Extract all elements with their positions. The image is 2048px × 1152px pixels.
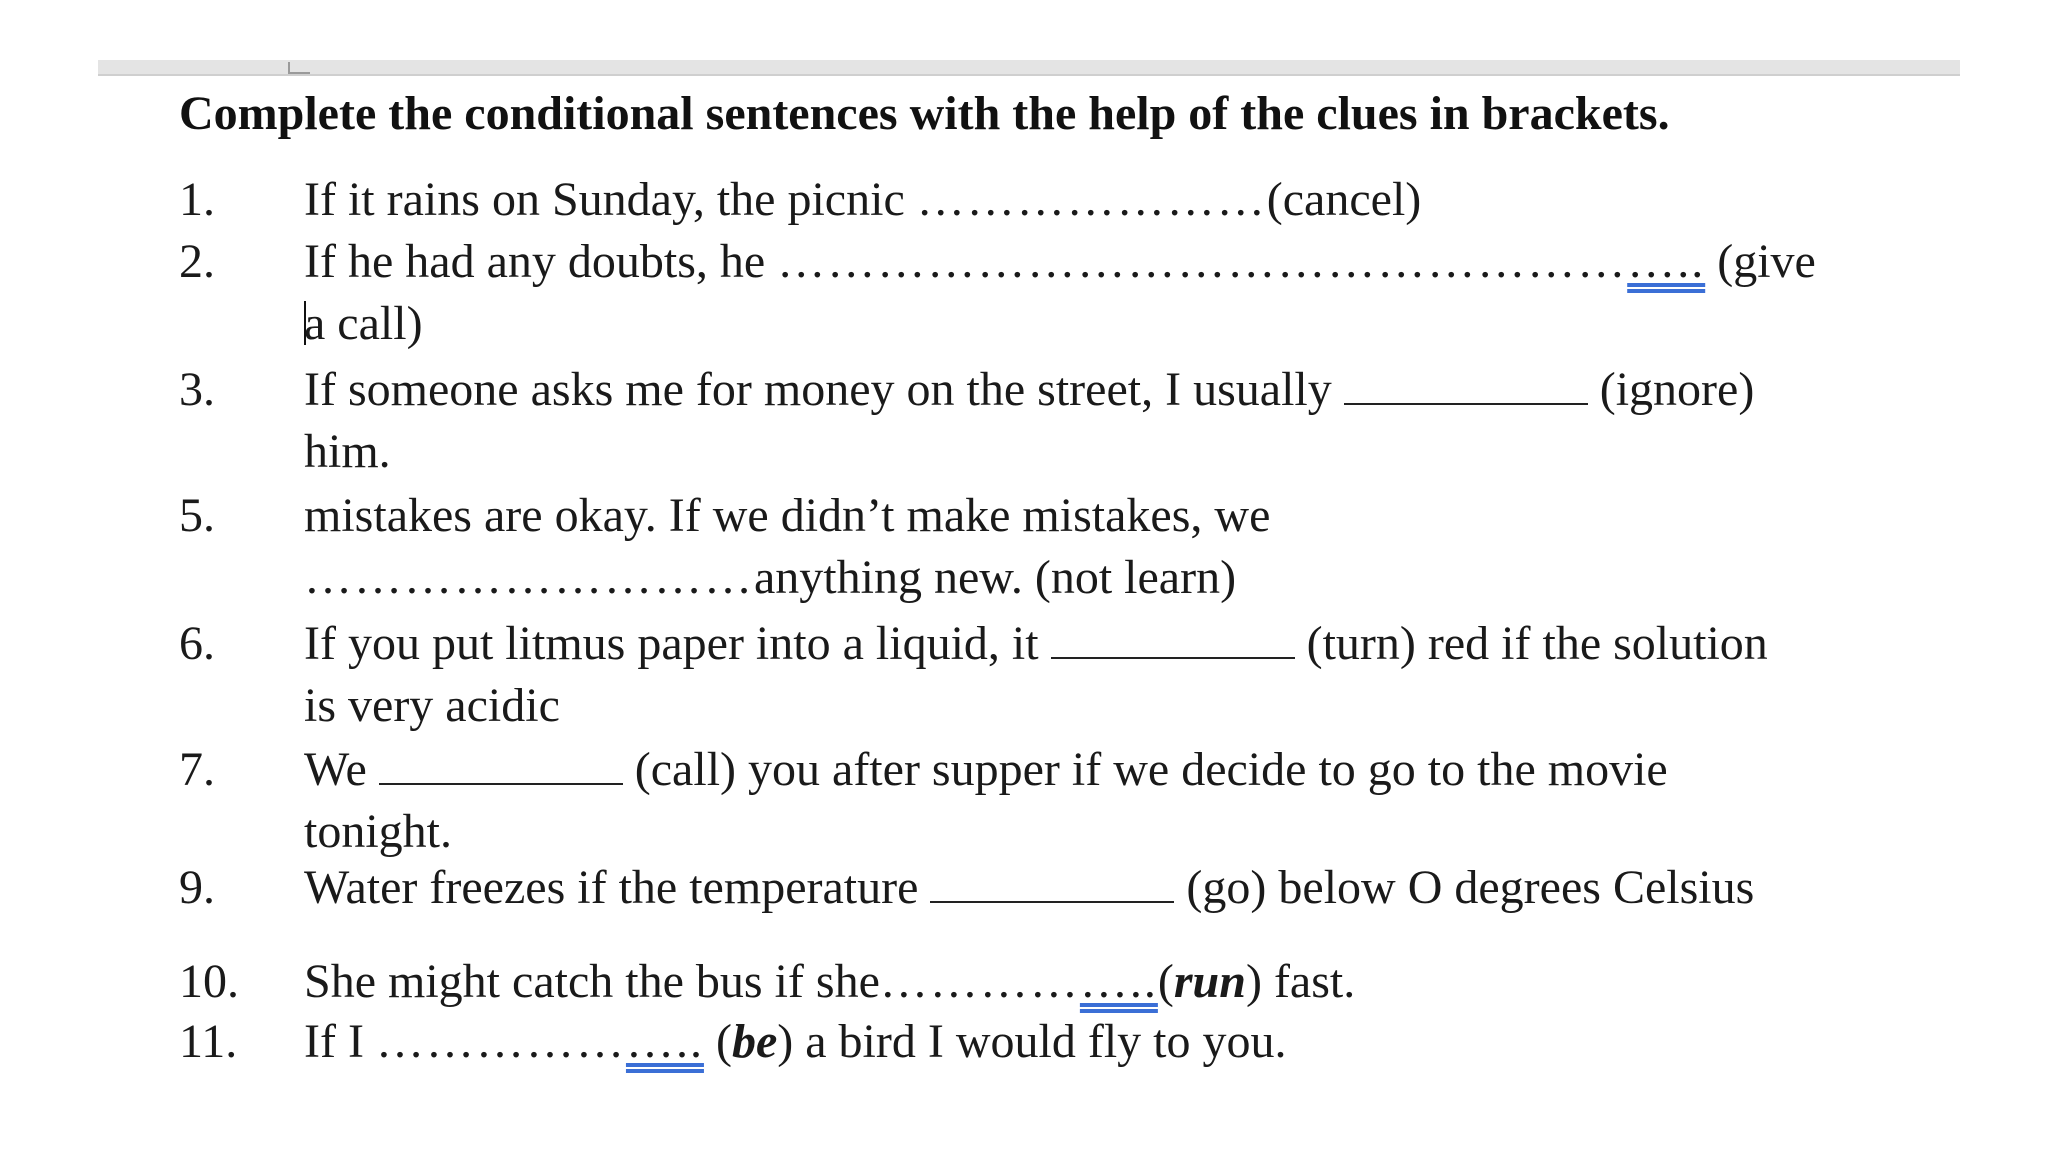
item-line-2 (304, 296, 423, 351)
item-line (304, 954, 1355, 1009)
item-number: 9. (179, 861, 215, 914)
item-number: 2. (179, 235, 215, 288)
exercise-heading: Complete the conditional sentences with the help of the clues in brackets. (179, 87, 1670, 140)
item-text-after: (call) you after supper if we decide to go to the movie (622, 743, 1668, 796)
grammar-flagged-dots[interactable]: ….. (625, 1015, 704, 1068)
item-line (304, 1014, 1287, 1069)
item-number: 5. (179, 489, 215, 542)
item-line-2: is very acidic (304, 679, 560, 732)
item-line (304, 362, 1754, 417)
item-line (304, 860, 1754, 915)
clue-verb: be (731, 1015, 778, 1068)
item-line-2 (304, 550, 1236, 605)
item-text-after: (turn) red if the solution (1294, 617, 1768, 670)
clue-open: ( (703, 1015, 732, 1068)
item-clue-continued: a call) (304, 297, 423, 350)
document-ruler (98, 60, 1960, 76)
item-text: If someone asks me for money on the street, I usually (304, 363, 1344, 416)
item-text: We (304, 743, 379, 796)
item-text: Water freezes if the temperature (304, 861, 931, 914)
item-number: 3. (179, 363, 215, 416)
clue-open: ( (1157, 955, 1174, 1008)
item-line (304, 234, 1816, 289)
item-text: She might catch the bus if she (304, 955, 880, 1008)
item-text: If you put litmus paper into a liquid, it (304, 617, 1051, 670)
clue-verb: run (1173, 955, 1246, 1008)
answer-blank[interactable]: …………… (375, 1015, 626, 1068)
answer-blank[interactable] (930, 863, 1174, 903)
clue-close: ) a bird I would fly to you. (777, 1015, 1287, 1068)
item-clue: (ignore) (1587, 363, 1755, 416)
grammar-flagged-dots[interactable]: ….. (1627, 235, 1706, 288)
item-line (304, 616, 1768, 671)
item-text: If he had any doubts, he (304, 235, 778, 288)
item-text: anything new. (not learn) (754, 551, 1237, 604)
answer-blank[interactable] (1344, 365, 1588, 405)
item-number: 6. (179, 617, 215, 670)
item-clue: (cancel) (1266, 173, 1422, 226)
item-number: 1. (179, 173, 215, 226)
item-text: If it rains on Sunday, the picnic (304, 173, 917, 226)
item-text: If I (304, 1015, 376, 1068)
item-number: 11. (179, 1015, 238, 1068)
answer-blank[interactable]: ………… (879, 955, 1080, 1008)
item-line (304, 742, 1668, 797)
item-line: mistakes are okay. If we didn’t make mistakes, we (304, 489, 1271, 542)
item-line-2: tonight. (304, 805, 453, 858)
item-clue: (give (1705, 235, 1816, 288)
item-number: 10. (179, 955, 239, 1008)
item-line (304, 172, 1421, 227)
answer-blank[interactable] (379, 745, 623, 785)
item-text-after: (go) below O degrees Celsius (1174, 861, 1755, 914)
clue-close: ) fast. (1245, 955, 1356, 1008)
answer-blank[interactable] (1051, 619, 1295, 659)
item-line-2: him. (304, 425, 391, 478)
answer-blank[interactable]: ……………………… (304, 551, 754, 604)
answer-blank[interactable]: …………………………………………… (777, 235, 1628, 288)
answer-blank[interactable]: ………………… (916, 173, 1267, 226)
grammar-flagged-dots[interactable]: ….. (1079, 955, 1158, 1008)
indent-marker[interactable] (288, 62, 310, 74)
item-number: 7. (179, 743, 215, 796)
